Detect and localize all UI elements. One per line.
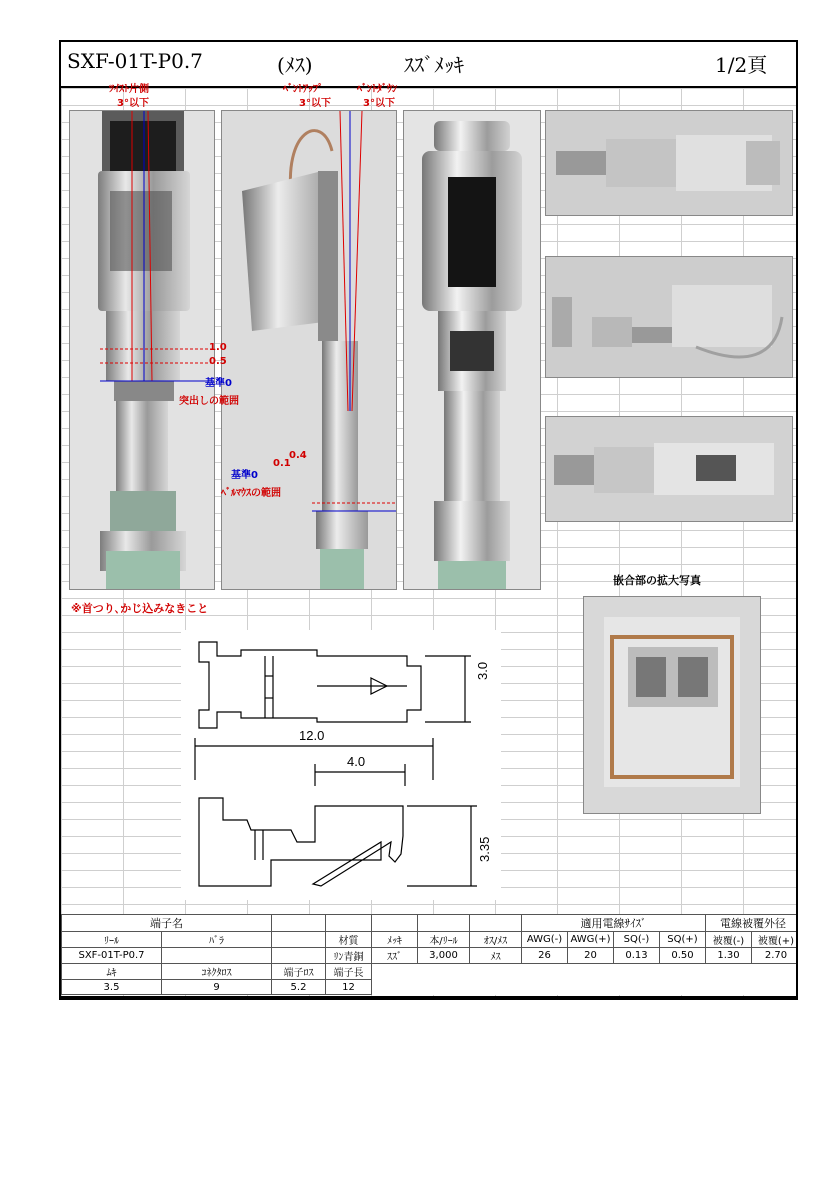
plating-label: ｽｽﾞﾒｯｷ	[404, 53, 464, 77]
base-0-a: 基準0	[205, 378, 232, 389]
photo-side-view	[221, 110, 397, 590]
col-awg-max: AWG(+)	[568, 932, 614, 948]
photo-bottom-view	[403, 110, 541, 590]
val-plating: ｽｽﾞ	[372, 948, 418, 964]
title-row	[61, 42, 796, 88]
height-dimension: 3.35	[477, 836, 492, 862]
part-number: SXF-01T-P0.7	[67, 49, 203, 73]
val-reel: SXF-01T-P0.7	[62, 948, 162, 964]
col-awg-min: AWG(-)	[522, 932, 568, 948]
gender-label: (ﾒｽ)	[277, 53, 313, 77]
col-sq-min: SQ(-)	[614, 932, 660, 948]
col-sq-max: SQ(+)	[660, 932, 706, 948]
length-dimension: 12.0	[299, 728, 325, 743]
col-reel: ﾘｰﾙ	[62, 932, 162, 948]
val-connector-loss: 9	[162, 980, 272, 995]
val-awg-min: 26	[522, 948, 568, 964]
note-text: ※首つり､かじ込みなきこと	[71, 602, 209, 615]
twist-label: ﾂｲｽﾄ片側	[109, 84, 149, 95]
dim-0-5: 0.5	[209, 356, 227, 367]
val-sq-max: 0.50	[660, 948, 706, 964]
insulation-header: 電線被覆外径	[706, 915, 799, 932]
col-strip: ﾑｷ	[62, 964, 162, 980]
zoom-caption: 嵌合部の拡大写真	[613, 574, 701, 587]
col-connector-loss: ｺﾈｸﾀﾛｽ	[162, 964, 272, 980]
dim-0-1: 0.1	[273, 458, 291, 469]
col-terminal-loss: 端子ﾛｽ	[272, 964, 326, 980]
spec-sheet	[59, 40, 798, 1000]
val-awg-max: 20	[568, 948, 614, 964]
terminal-name-header: 端子名	[62, 915, 272, 932]
col-ins-max: 被覆(+)	[752, 932, 799, 948]
val-ins-max: 2.70	[752, 948, 799, 964]
dim-1-0: 1.0	[209, 342, 227, 353]
val-ins-min: 1.30	[706, 948, 752, 964]
val-sq-min: 0.13	[614, 948, 660, 964]
val-strip: 3.5	[62, 980, 162, 995]
bend-down-label: ﾍﾞﾝﾄﾀﾞｳﾝ	[357, 84, 397, 95]
photo-right-middle	[545, 256, 793, 378]
bend-down-value: 3°以下	[363, 98, 395, 109]
col-ins-min: 被覆(-)	[706, 932, 752, 948]
col-terminal-length: 端子長	[326, 964, 372, 980]
col-per-reel: 本/ﾘｰﾙ	[418, 932, 470, 948]
wire-size-header: 適用電線ｻｲｽﾞ	[522, 915, 706, 932]
protrusion-range: 突出しの範囲	[179, 396, 239, 407]
dim-0-4: 0.4	[289, 450, 307, 461]
col-gender: ｵｽ/ﾒｽ	[470, 932, 522, 948]
val-terminal-loss: 5.2	[272, 980, 326, 995]
page-number: 1/2頁	[715, 53, 768, 77]
val-loose	[162, 948, 272, 964]
photo-zoom-fitting	[583, 596, 761, 814]
spec-table	[61, 914, 798, 995]
bend-up-label: ﾍﾞﾝﾄｱｯﾌﾟ	[283, 84, 323, 95]
width-dimension: 3.0	[475, 661, 490, 680]
photo-top-view	[69, 110, 215, 590]
col-loose: ﾊﾞﾗ	[162, 932, 272, 948]
val-gender: ﾒｽ	[470, 948, 522, 964]
val-per-reel: 3,000	[418, 948, 470, 964]
base-0-b: 基準0	[231, 470, 258, 481]
bend-up-value: 3°以下	[299, 98, 331, 109]
col-material: 材質	[326, 932, 372, 948]
sheet-bottom-border	[61, 996, 796, 998]
bellmouth-range: ﾍﾞﾙﾏｳｽの範囲	[221, 488, 281, 499]
col-plating: ﾒｯｷ	[372, 932, 418, 948]
photo-right-bottom	[545, 416, 793, 522]
val-terminal-length: 12	[326, 980, 372, 995]
contact-dimension: 4.0	[347, 754, 366, 769]
photo-right-top	[545, 110, 793, 216]
twist-value: 3°以下	[117, 98, 149, 109]
technical-drawing	[181, 630, 501, 900]
val-material: ﾘﾝ青銅	[326, 948, 372, 964]
